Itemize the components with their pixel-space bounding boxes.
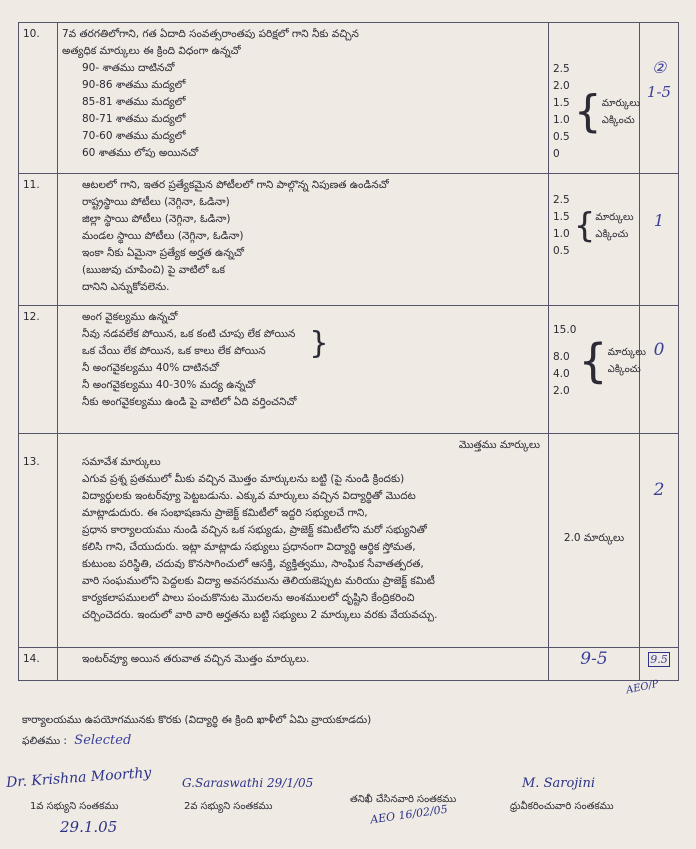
points-cell bbox=[549, 174, 640, 306]
points-value: 2.0 మార్కులు bbox=[563, 532, 625, 544]
list-item: 70-60 శాతము మద్యలో bbox=[82, 130, 186, 142]
table-row bbox=[19, 23, 679, 174]
list-item: (ఋజువు చూపించి) పై వాటిలో ఒక bbox=[82, 264, 226, 276]
handwritten-mark: 0 bbox=[653, 340, 665, 360]
list-item: 85-81 శాతము మద్యలో bbox=[82, 96, 186, 108]
brace-icon: { bbox=[573, 86, 602, 137]
row-description bbox=[58, 174, 549, 306]
signature-4: M. Sarojini bbox=[522, 776, 595, 791]
list-item: 80-71 శాతము మద్యలో bbox=[82, 113, 186, 125]
table-row bbox=[19, 306, 679, 434]
side-note: AEO/P bbox=[625, 678, 660, 697]
points-value: 15.0 bbox=[553, 324, 577, 336]
row-description bbox=[58, 434, 549, 648]
points-label: ఎక్కించు bbox=[595, 229, 629, 240]
handwritten-mark: 9-5 bbox=[580, 649, 608, 669]
list-item: 60 శాతము లోపు అయినచో bbox=[82, 147, 199, 159]
points-label: ఎక్కించు bbox=[607, 364, 641, 375]
signature-date: 29.1.05 bbox=[60, 818, 118, 836]
brace-icon: { bbox=[578, 334, 608, 388]
list-item: 90- శాతము దాటినచో bbox=[82, 62, 175, 74]
row-number: 14. bbox=[19, 648, 58, 681]
points-value: 0.5 bbox=[553, 131, 570, 143]
brace-icon: } bbox=[309, 325, 329, 361]
points-label: ఎక్కించు bbox=[601, 115, 635, 126]
table-row bbox=[19, 174, 679, 306]
row-intro-line: అత్యధిక మార్కులు ఈ క్రింది విధంగా ఉన్నచో bbox=[62, 45, 241, 57]
handwritten-mark: 9.5 bbox=[650, 653, 668, 666]
row-number: 11. bbox=[19, 174, 58, 306]
list-item: అంగ వైకల్యము ఉన్నచో bbox=[82, 311, 178, 323]
points-label: మార్కులు bbox=[595, 212, 634, 223]
result-cell bbox=[640, 648, 679, 681]
points-cell bbox=[549, 648, 640, 681]
list-item: రాష్ట్రస్థాయి పోటీలు (నెగ్గినా, ఓడినా) bbox=[82, 196, 230, 208]
points-cell bbox=[549, 306, 646, 434]
points-value: 1.0 bbox=[553, 114, 570, 126]
points-value: 1.5 bbox=[553, 97, 570, 109]
row-description bbox=[58, 648, 549, 681]
points-label: మార్కులు bbox=[601, 98, 640, 109]
signature-1: Dr. Krishna Moorthy bbox=[5, 764, 152, 792]
result-cell bbox=[640, 23, 679, 174]
signature-3: AEO 16/02/05 bbox=[369, 802, 449, 827]
list-item: ఇంటర్‌వ్యూ అయిన తరువాత వచ్చిన మొత్తం మార్కులు. bbox=[82, 653, 310, 665]
points-value: 2.0 bbox=[553, 80, 570, 92]
list-item: ఆటలలో గాని, ఇతర ప్రత్యేకమైన పోటీలలో గాని పాల్గొన్న నిపుణత ఉండినచో bbox=[82, 179, 389, 191]
office-use-line: కార్యాలయము ఉపయోగమునకు కొరకు (విద్యార్థి ఈ క్రింది ఖాళీలో ఏమి వ్రాయకూడదు) bbox=[22, 714, 372, 726]
result-label: ఫలితము : bbox=[22, 735, 67, 747]
list-item: కలిసి గాని, చేయుదురు. ఇట్లా మాట్లాడు సభ్యులు ప్రధానంగా విద్యార్థి ఆర్థిక స్తోమత, bbox=[82, 541, 416, 553]
points-value: 0 bbox=[553, 148, 560, 160]
row-description bbox=[58, 306, 549, 434]
table-row bbox=[19, 434, 679, 648]
list-item: ఒక చేయి లేక పోయిన, ఒక కాలు లేక పోయిన bbox=[82, 345, 266, 357]
row-number: 13. bbox=[19, 434, 58, 648]
points-value: 2.5 bbox=[553, 194, 570, 206]
points-label: మార్కులు bbox=[607, 347, 646, 358]
list-item: చర్చించెదరు. ఇందులో వారి వారి అర్హతను బట్టి సభ్యులు 2 మార్కులు వరకు వేయవచ్చు. bbox=[82, 609, 438, 621]
office-use-section bbox=[22, 714, 672, 750]
marks-table bbox=[18, 22, 679, 681]
row-number: 12. bbox=[19, 306, 58, 434]
signature-label: 1వ సభ్యుని సంతకము bbox=[30, 801, 119, 812]
signature-2: G.Saraswathi 29/1/05 bbox=[182, 776, 314, 790]
points-value: 4.0 bbox=[553, 368, 570, 380]
signature-label: ధ్రువీకరించువారి సంతకము bbox=[510, 801, 614, 812]
list-item: నీకు అంగవైకల్యము ఉండి పై వాటిలో ఏది వర్తించనిచో bbox=[82, 396, 297, 408]
table-row bbox=[19, 648, 679, 681]
points-value: 0.5 bbox=[553, 245, 570, 257]
list-item: నీ అంగవైకల్యము 40% దాటినచో bbox=[82, 362, 219, 374]
list-item: కార్యకలాపములలో పాలు పంచుకొనుట మొదలను అంశములలో దృష్టిని కేంద్రికరించి bbox=[82, 592, 415, 604]
points-value: 2.5 bbox=[553, 63, 570, 75]
points-cell bbox=[549, 434, 640, 648]
list-item: వారి సంఘములోని పెద్దలకు విద్యా అవసరమును తెలియజెప్పుట మరియు ప్రాజెక్ట్ కమిటీ bbox=[82, 575, 435, 587]
list-item: మాట్లాడుదురు. ఈ సంభాషణను ప్రాజెక్ట్ కమిటీలో ఇద్దరి సభ్యులచే గాని, bbox=[82, 507, 368, 519]
signature-label: 2వ సభ్యుని సంతకము bbox=[184, 801, 273, 812]
handwritten-mark: 1-5 bbox=[646, 83, 672, 101]
list-item: కుటుంబ పరిస్థితి, చదువు కొనసాగించులో ఆసక్తి, వ్యక్తిత్వము, సాంఘిక సేవాతత్పరత, bbox=[82, 558, 424, 570]
list-item: నీవు నడవలేక పోయిన, ఒక కంటి చూపు లేక పోయిన bbox=[82, 328, 296, 340]
total-marks-header: మొత్తము మార్కులు bbox=[458, 439, 540, 451]
row-number: 10. bbox=[19, 23, 58, 174]
list-item: 90-86 శాతము మద్యలో bbox=[82, 79, 186, 91]
handwritten-mark: 1 bbox=[653, 211, 665, 230]
points-value: 2.0 bbox=[553, 385, 570, 397]
list-item: ఇంకా నీకు ఏమైనా ప్రత్యేక అర్హత ఉన్నచో bbox=[82, 247, 244, 259]
signature-label: తనిఖీ చేసినవారి సంతకము bbox=[350, 794, 457, 805]
list-item: నీ అంగవైకల్యము 40-30% మద్య ఉన్నచో bbox=[82, 379, 256, 391]
list-item: విద్యార్థులకు ఇంటర్‌వ్యూ పెట్టబడును. ఎక్కువ మార్కులు వచ్చిన విద్యార్థితో మొదట bbox=[82, 490, 416, 502]
handwritten-mark: 2 bbox=[653, 480, 665, 500]
list-item: ఎగువ ప్రశ్న ప్రతములో మీకు వచ్చిన మొత్తం మార్కులను బట్టి (పై నుండి క్రిందకు) bbox=[82, 473, 405, 485]
row-intro-line: 7వ తరగతిలోగాని, గత ఏదాది సంవత్సరాంతపు పరిక్షలో గాని నీకు వచ్చిన bbox=[62, 28, 359, 40]
result-value: Selected bbox=[74, 733, 132, 748]
list-item: సమావేశ మార్కులు bbox=[82, 456, 161, 468]
points-value: 1.5 bbox=[553, 211, 570, 223]
list-item: జిల్లా స్థాయి పోటీలు (నెగ్గినా, ఓడినా) bbox=[82, 213, 231, 225]
list-item: దానిని ఎన్నుకోవలెను. bbox=[82, 281, 170, 293]
list-item: మండల స్థాయి పోటీలు (నెగ్గినా, ఓడినా) bbox=[82, 230, 244, 242]
points-cell bbox=[549, 23, 640, 174]
row-description bbox=[58, 23, 549, 174]
brace-icon: { bbox=[573, 206, 596, 246]
result-cell bbox=[640, 174, 679, 306]
points-value: 8.0 bbox=[553, 351, 570, 363]
result-cell bbox=[640, 434, 679, 648]
points-value: 1.0 bbox=[553, 228, 570, 240]
handwritten-mark: ② bbox=[651, 58, 667, 77]
list-item: ప్రధాన కార్యాలయము నుండి వచ్చిన ఒక సభ్యుడు, ప్రాజెక్ట్ కమిటీలోని మరో సభ్యునితో bbox=[82, 524, 427, 536]
